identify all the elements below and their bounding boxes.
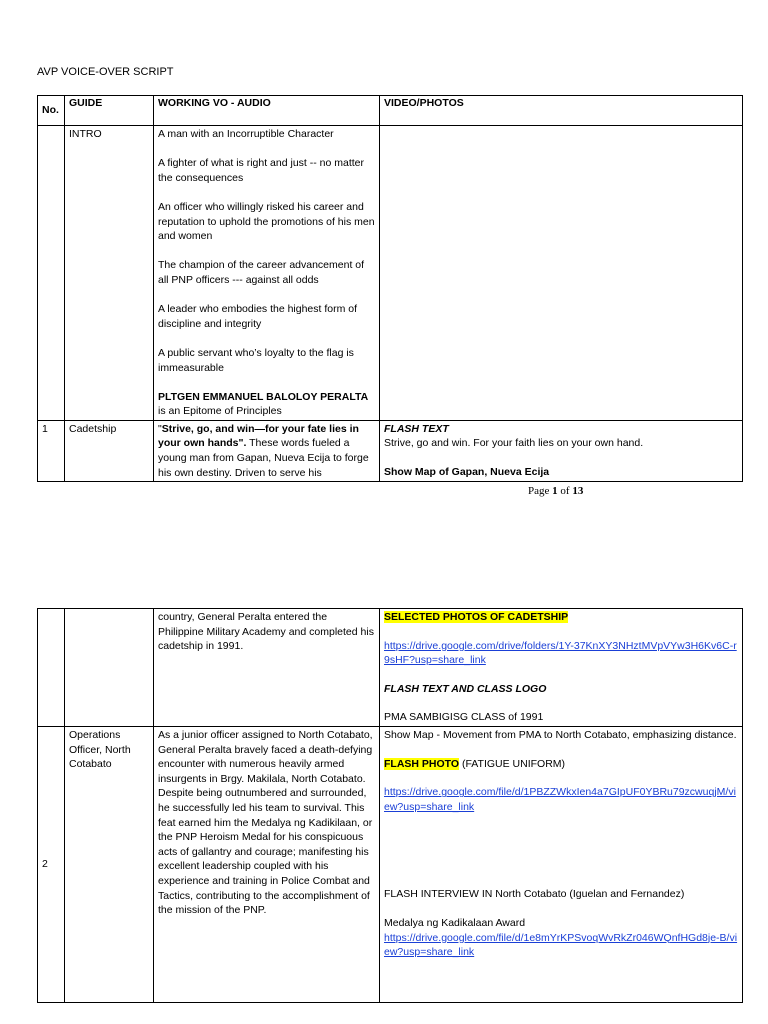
cell-vo: As a junior officer assigned to North Cotabato, General Peralta bravely faced a death-defying encounter with numerous heavily armed insurgents in Brgy. Makilala, North Cotabato. Despite being outnumbered and surrounded, he successfully led his team to survival. This feat earned him the Medalya ng Kadikilaan, or the PNP Heroism Medal for his conspicuous acts of gallantry and courage; manifesting his excellent leadership coupled with his experience and training in Police Combat and Tactics, contributing to the accomplishment of the mission of the PNP. <box>154 726 380 1002</box>
vo-closing-name: PLTGEN EMMANUEL BALOLOY PERALTA <box>158 390 369 403</box>
map-direction: Show Map of Gapan, Nueva Ecija <box>384 466 550 479</box>
table-row-1 <box>38 420 743 481</box>
table-row-1-continued <box>38 609 743 727</box>
map-direction: Show Map - Movement from PMA to North Cotabato, emphasizing distance. <box>384 728 737 741</box>
cell-no: 2 <box>38 726 65 1002</box>
vo-line: A public servant who’s loyalty to the flag is immeasurable <box>158 346 354 374</box>
vo-line: A fighter of what is right and just -- no matter the consequences <box>158 157 365 184</box>
vo-line: An officer who willingly risked his career and reputation to uphold the promotions of his men and women <box>158 200 375 243</box>
header-no: No. <box>38 96 65 126</box>
cell-vo <box>154 126 380 421</box>
cell-no <box>38 126 65 421</box>
vo-quote: Strive, go, and win—for your fate lies in your own hands". <box>158 422 359 450</box>
drive-link[interactable]: https://drive.google.com/file/d/1PBZZWkxIen4a7GIpUF0YBRu79zcwuqjM/view?usp=share_link <box>384 786 736 813</box>
cell-guide <box>65 609 154 727</box>
cell-vo: country, General Peralta entered the Philippine Military Academy and completed his cadetship in 1991. <box>154 609 380 727</box>
vo-line: A leader who embodies the highest form of discipline and integrity <box>158 303 358 330</box>
header-video: VIDEO/PHOTOS <box>380 96 743 126</box>
flash-text: Strive, go and win. For your faith lies on your own hand. <box>384 437 644 450</box>
table-header-row <box>38 96 743 126</box>
table-row-intro <box>38 126 743 421</box>
page-total: 13 <box>572 485 584 497</box>
cell-guide: Operations Officer, North Cotabato <box>65 726 154 1002</box>
flash-logo-label: FLASH TEXT AND CLASS LOGO <box>384 682 547 695</box>
cell-video <box>380 726 743 1002</box>
flash-interview: FLASH INTERVIEW IN North Cotabato (Iguelan and Fernandez) <box>384 888 685 901</box>
cell-video <box>380 420 743 481</box>
cell-guide: Cadetship <box>65 420 154 481</box>
cell-guide: INTRO <box>65 126 154 421</box>
cell-no: 1 <box>38 420 65 481</box>
cell-vo <box>154 420 380 481</box>
vo-closing-text: is an Epitome of Principles <box>158 405 282 418</box>
highlight-text: SELECTED PHOTOS OF CADETSHIP <box>384 611 569 623</box>
document-title: AVP VOICE-OVER SCRIPT <box>37 66 174 78</box>
award-name: Medalya ng Kadikalaan Award <box>384 916 526 929</box>
highlight-text: FLASH PHOTO <box>384 757 460 770</box>
flash-photo-note: (FATIGUE UNIFORM) <box>459 757 566 770</box>
page-current: 1 <box>552 485 558 497</box>
vo-line: The champion of the career advancement of all PNP officers --- against all odds <box>158 259 365 286</box>
page-of: of <box>557 485 573 497</box>
script-table-page1 <box>37 95 743 482</box>
flash-photo-label <box>384 757 738 772</box>
drive-link[interactable]: https://drive.google.com/file/d/1e8mYrKPSvoqWvRkZr046WQnfHGd8je-B/view?usp=share_link <box>384 931 738 959</box>
cell-no <box>38 609 65 727</box>
header-vo: WORKING VO - AUDIO <box>154 96 380 126</box>
class-name: PMA SAMBIGISG CLASS of 1991 <box>384 711 544 724</box>
vo-quote-mark: " <box>158 422 162 435</box>
script-table-page2 <box>37 608 743 1003</box>
table-row-2 <box>38 726 743 1002</box>
header-guide: GUIDE <box>65 96 154 126</box>
vo-line: A man with an Incorruptible Character <box>158 128 334 140</box>
cell-video <box>380 126 743 421</box>
drive-link[interactable]: https://drive.google.com/drive/folders/1Y-37KnXY3NHztMVpVYw3H6Kv6C-r9sHF?usp=share_link <box>384 639 737 667</box>
flash-text-label: FLASH TEXT <box>384 422 449 435</box>
selected-photos-label <box>384 610 738 625</box>
page-label: Page <box>528 485 553 497</box>
page-number <box>528 485 583 497</box>
cell-video <box>380 609 743 727</box>
vo-closing <box>158 390 375 419</box>
vo-text: These words fueled a young man from Gapan, Nueva Ecija to forge his own destiny. Driven to serve his <box>158 437 369 479</box>
